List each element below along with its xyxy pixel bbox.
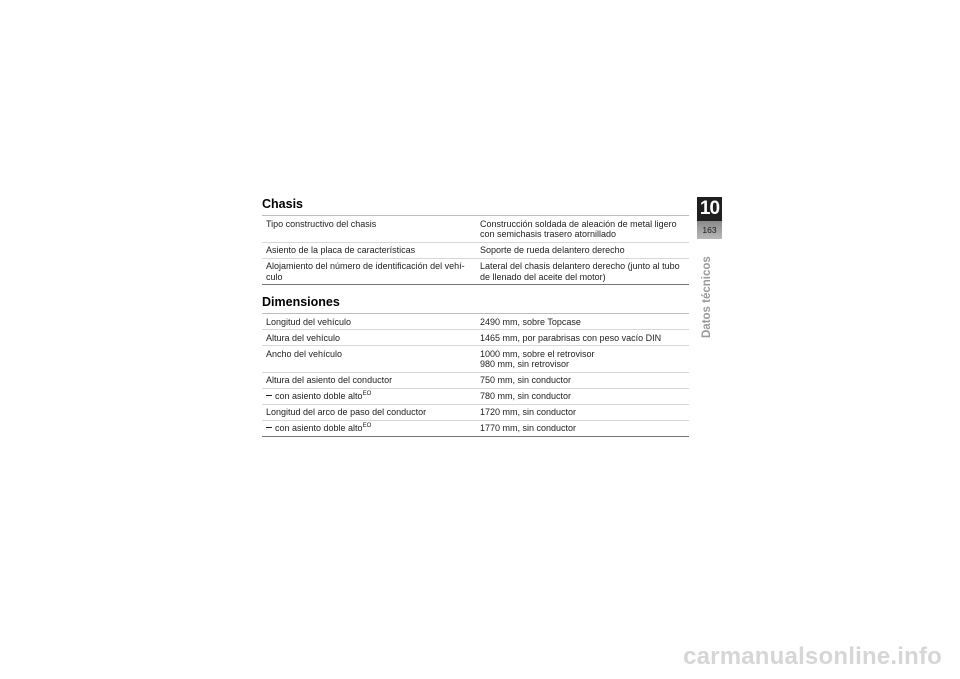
table-row [262, 216, 689, 243]
spec-value [476, 314, 689, 330]
spec-label-text: Longitud del vehículo [266, 316, 352, 327]
spec-value [476, 216, 689, 243]
spec-label [262, 216, 476, 243]
spec-content [262, 196, 689, 437]
spec-label [262, 330, 476, 346]
table-row [262, 388, 689, 404]
spec-value-line: de llenado del aceite del motor) [480, 271, 606, 282]
table-row [262, 420, 689, 436]
spec-value [476, 420, 689, 436]
spec-value [476, 372, 689, 388]
spec-value-line: 1465 mm, por parabrisas con peso vacío DIN [480, 332, 662, 343]
table-row [262, 258, 689, 285]
spec-value [476, 388, 689, 404]
spec-label-line [266, 272, 472, 283]
spec-value-line: 780 mm, sin conductor [480, 391, 572, 401]
spec-label-line [266, 391, 472, 402]
spec-value [476, 330, 689, 346]
spec-value-line: con semichasis trasero atornillado [480, 229, 617, 239]
spec-label-line [266, 349, 472, 360]
spec-label [262, 242, 476, 258]
table-row [262, 346, 689, 373]
spec-label [262, 388, 476, 404]
spec-label-text: Ancho del vehículo [266, 348, 343, 359]
spec-label [262, 314, 476, 330]
spec-value [476, 242, 689, 258]
spec-label [262, 372, 476, 388]
chapter-number: 10 [699, 198, 720, 219]
spec-label-line [266, 333, 472, 344]
watermark: carmanualsonline.info [683, 643, 942, 670]
spec-label-line [266, 317, 472, 328]
dimensions-table [262, 313, 689, 437]
spec-value-line: Lateral del chasis delantero derecho (junto al tubo [480, 261, 680, 271]
spec-label [262, 420, 476, 436]
spec-value [476, 258, 689, 285]
dimensions-heading: Dimensiones [262, 295, 340, 309]
spec-label-text: Asiento de la placa de características [266, 245, 416, 255]
spec-label-line [266, 407, 472, 418]
table-row [262, 404, 689, 420]
spec-label-text: Alojamiento del número de identificación del vehí- [266, 261, 465, 271]
chassis-table [262, 215, 689, 285]
spec-value-line: 1000 mm, sobre el retrovisor [480, 348, 595, 359]
spec-value-line: 2490 mm, sobre Topcase [480, 316, 581, 327]
dash-icon [266, 427, 272, 428]
spec-label-line [266, 245, 472, 256]
spec-label-line [266, 423, 472, 434]
spec-value-line: Construcción soldada de aleación de metal ligero [480, 218, 677, 229]
spec-label [262, 346, 476, 373]
page-number: 163 [702, 225, 717, 235]
spec-label-text: con asiento doble alto [275, 423, 363, 433]
spec-label-text: Longitud del arco de paso del conductor [266, 407, 427, 417]
spec-label-text: Tipo constructivo del chasis [266, 218, 377, 229]
spec-value-line: 1720 mm, sin conductor [480, 407, 577, 417]
section-side-title: Datos técnicos [701, 256, 713, 338]
spec-label-text: Altura del vehículo [266, 332, 341, 343]
table-row [262, 330, 689, 346]
spec-label-text: culo [266, 271, 283, 282]
spec-value [476, 346, 689, 373]
chapter-tab [697, 197, 722, 239]
optional-equipment-mark: EO [362, 423, 372, 429]
table-row [262, 372, 689, 388]
spec-label-text: Altura del asiento del conductor [266, 375, 393, 385]
spec-label-line [266, 219, 472, 230]
chassis-heading: Chasis [262, 197, 303, 211]
spec-label [262, 258, 476, 285]
spec-value-line: 1770 mm, sin conductor [480, 423, 577, 433]
table-row [262, 242, 689, 258]
spec-value-line: 980 mm, sin retrovisor [480, 359, 570, 369]
spec-label-line [266, 261, 472, 272]
dash-icon [266, 395, 272, 396]
spec-label-line [266, 375, 472, 386]
optional-equipment-mark: EO [362, 391, 372, 397]
table-row [262, 314, 689, 330]
spec-value [476, 404, 689, 420]
spec-label-text: con asiento doble alto [275, 391, 363, 401]
spec-value-line: 750 mm, sin conductor [480, 375, 572, 385]
spec-value-line: Soporte de rueda delantero derecho [480, 245, 625, 255]
spec-label [262, 404, 476, 420]
